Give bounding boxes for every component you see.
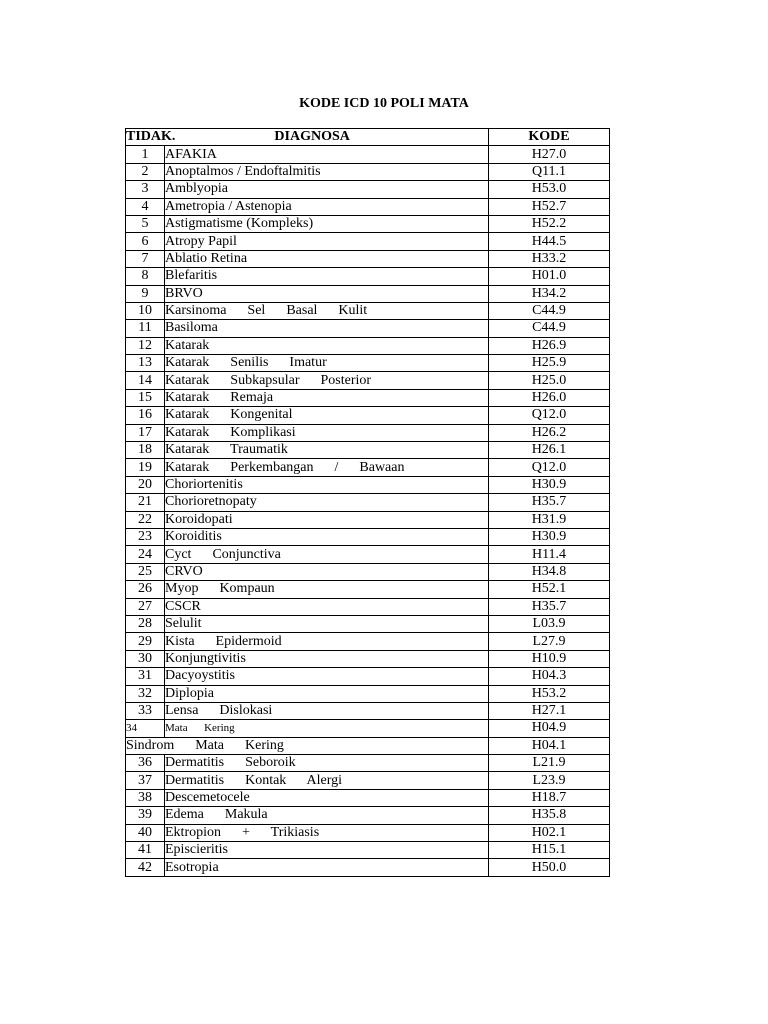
code-cell: H15.1: [489, 842, 610, 859]
table-row: [126, 442, 610, 459]
diagnosis-cell: Katarak Senilis Imatur: [165, 355, 489, 372]
code-cell: L23.9: [489, 772, 610, 789]
diagnosis-cell: Chorioretnopaty: [165, 494, 489, 511]
diagnosis-cell: Dermatitis Seboroik: [165, 755, 489, 772]
table-row: [126, 372, 610, 389]
row-number-cell: 37: [126, 772, 165, 789]
diagnosis-cell: Koroidopati: [165, 511, 489, 528]
diagnosis-cell: Dermatitis Kontak Alergi: [165, 772, 489, 789]
diagnosis-cell: Ablatio Retina: [165, 250, 489, 267]
row-number-cell: 31: [126, 668, 165, 685]
row-number-cell: 5: [126, 215, 165, 232]
diagnosis-cell: Katarak: [165, 337, 489, 354]
row-number-cell: 38: [126, 789, 165, 806]
row-number-cell: 27: [126, 598, 165, 615]
code-cell: C44.9: [489, 320, 610, 337]
table-row: [126, 563, 610, 580]
diagnosis-cell: Kista Epidermoid: [165, 633, 489, 650]
row-number-cell: 30: [126, 650, 165, 667]
row-number-cell: 14: [126, 372, 165, 389]
table-row: [126, 511, 610, 528]
table-row: [126, 615, 610, 632]
code-cell: H18.7: [489, 789, 610, 806]
table-row: [126, 581, 610, 598]
table-row: [126, 807, 610, 824]
code-cell: L03.9: [489, 615, 610, 632]
diagnosis-cell: Atropy Papil: [165, 233, 489, 250]
diagnosis-cell: Cyct Conjunctiva: [165, 546, 489, 563]
header-diagnosis: DIAGNOSA: [274, 129, 350, 145]
code-cell: H25.9: [489, 355, 610, 372]
diagnosis-cell: Astigmatisme (Kompleks): [165, 215, 489, 232]
code-cell: Q11.1: [489, 163, 610, 180]
table-row: [126, 755, 610, 772]
diagnosis-cell: Katarak Traumatik: [165, 442, 489, 459]
row-number-cell: 29: [126, 633, 165, 650]
code-cell: H10.9: [489, 650, 610, 667]
diagnosis-cell: Diplopia: [165, 685, 489, 702]
code-cell: H34.2: [489, 285, 610, 302]
code-cell: H44.5: [489, 233, 610, 250]
row-number-cell: 16: [126, 407, 165, 424]
row-number-cell: 10: [126, 302, 165, 319]
table-row: [126, 528, 610, 545]
table-row: [126, 842, 610, 859]
table-header-row: [126, 129, 610, 146]
code-cell: H26.2: [489, 424, 610, 441]
row-number-cell: 4: [126, 198, 165, 215]
header-number: TIDAK.: [126, 129, 176, 145]
row-number-cell: 9: [126, 285, 165, 302]
table-row: [126, 320, 610, 337]
diagnosis-cell: Dacyoystitis: [165, 668, 489, 685]
table-row: [126, 198, 610, 215]
icd-code-table: [125, 128, 610, 877]
diagnosis-cell: Ektropion + Trikiasis: [165, 824, 489, 841]
table-row: [126, 389, 610, 406]
row-number-cell: 41: [126, 842, 165, 859]
code-cell: H04.9: [489, 720, 610, 737]
diagnosis-cell: Descemetocele: [165, 789, 489, 806]
table-row: [126, 407, 610, 424]
code-cell: H11.4: [489, 546, 610, 563]
code-cell: H35.7: [489, 598, 610, 615]
code-cell: H35.8: [489, 807, 610, 824]
row-number-cell: 23: [126, 528, 165, 545]
code-cell: Q12.0: [489, 459, 610, 476]
diagnosis-cell: Katarak Remaja: [165, 389, 489, 406]
table-row: [126, 633, 610, 650]
row-number-cell: 17: [126, 424, 165, 441]
diagnosis-cell: Mata Kering: [165, 720, 489, 737]
row-number-cell: 28: [126, 615, 165, 632]
table-row: [126, 233, 610, 250]
code-cell: H26.1: [489, 442, 610, 459]
diagnosis-cell: Edema Makula: [165, 807, 489, 824]
row-number-cell: 3: [126, 181, 165, 198]
diagnosis-cell: Lensa Dislokasi: [165, 702, 489, 719]
table-row: [126, 789, 610, 806]
row-number-cell: 11: [126, 320, 165, 337]
code-cell: H30.9: [489, 476, 610, 493]
row-number-cell: 12: [126, 337, 165, 354]
diagnosis-cell: Esotropia: [165, 859, 489, 876]
row-number-cell: 6: [126, 233, 165, 250]
row-number-cell: 36: [126, 755, 165, 772]
code-cell: H53.2: [489, 685, 610, 702]
header-cell-number-diagnosis: [126, 129, 489, 146]
code-cell: H02.1: [489, 824, 610, 841]
diagnosis-cell: Koroiditis: [165, 528, 489, 545]
table-row: [126, 337, 610, 354]
table-row: [126, 250, 610, 267]
table-row: [126, 146, 610, 163]
diagnosis-cell: Myop Kompaun: [165, 581, 489, 598]
table-row: [126, 650, 610, 667]
row-number-cell: 25: [126, 563, 165, 580]
table-row: [126, 268, 610, 285]
diagnosis-cell: Anoptalmos / Endoftalmitis: [165, 163, 489, 180]
diagnosis-cell: Amblyopia: [165, 181, 489, 198]
row-number-cell: 40: [126, 824, 165, 841]
row-number-cell: 26: [126, 581, 165, 598]
table-row: [126, 494, 610, 511]
code-cell: H30.9: [489, 528, 610, 545]
code-cell: Q12.0: [489, 407, 610, 424]
code-cell: H26.0: [489, 389, 610, 406]
diagnosis-cell: Konjungtivitis: [165, 650, 489, 667]
row-number-cell: 8: [126, 268, 165, 285]
row-number-cell: 20: [126, 476, 165, 493]
diagnosis-cell: Selulit: [165, 615, 489, 632]
code-cell: H26.9: [489, 337, 610, 354]
code-cell: L21.9: [489, 755, 610, 772]
row-number-cell: 34: [126, 720, 165, 737]
table-row: [126, 424, 610, 441]
table-row: [126, 163, 610, 180]
table-row: [126, 355, 610, 372]
row-number-cell: 33: [126, 702, 165, 719]
diagnosis-cell: Katarak Kongenital: [165, 407, 489, 424]
table-row: [126, 598, 610, 615]
diagnosis-cell: Blefaritis: [165, 268, 489, 285]
row-number-cell: 2: [126, 163, 165, 180]
row-number-cell: 7: [126, 250, 165, 267]
row-number-cell: 15: [126, 389, 165, 406]
table-row: [126, 668, 610, 685]
row-number-cell: 13: [126, 355, 165, 372]
table-row: [126, 737, 610, 754]
diagnosis-cell: Basiloma: [165, 320, 489, 337]
code-cell: C44.9: [489, 302, 610, 319]
table-row: [126, 772, 610, 789]
diagnosis-cell: Sindrom Mata Kering: [126, 737, 489, 754]
code-cell: L27.9: [489, 633, 610, 650]
code-cell: H34.8: [489, 563, 610, 580]
table-row: [126, 476, 610, 493]
row-number-cell: 22: [126, 511, 165, 528]
diagnosis-cell: Episcieritis: [165, 842, 489, 859]
table-row: [126, 215, 610, 232]
code-cell: H52.2: [489, 215, 610, 232]
table-row: [126, 720, 610, 737]
table-row: [126, 685, 610, 702]
code-cell: H25.0: [489, 372, 610, 389]
row-number-cell: 24: [126, 546, 165, 563]
row-number-cell: 18: [126, 442, 165, 459]
row-number-cell: 1: [126, 146, 165, 163]
row-number-cell: 19: [126, 459, 165, 476]
row-number-cell: 32: [126, 685, 165, 702]
table-row: [126, 859, 610, 876]
code-cell: H52.1: [489, 581, 610, 598]
document-title: KODE ICD 10 POLI MATA: [299, 96, 469, 111]
row-number-cell: 42: [126, 859, 165, 876]
diagnosis-cell: Ametropia / Astenopia: [165, 198, 489, 215]
table-row: [126, 459, 610, 476]
code-cell: H31.9: [489, 511, 610, 528]
table-body: [126, 146, 610, 876]
code-cell: H35.7: [489, 494, 610, 511]
row-number-cell: 21: [126, 494, 165, 511]
diagnosis-cell: AFAKIA: [165, 146, 489, 163]
code-cell: H04.3: [489, 668, 610, 685]
code-cell: H50.0: [489, 859, 610, 876]
diagnosis-cell: Katarak Komplikasi: [165, 424, 489, 441]
table-row: [126, 285, 610, 302]
table-row: [126, 546, 610, 563]
code-cell: H52.7: [489, 198, 610, 215]
diagnosis-cell: CRVO: [165, 563, 489, 580]
diagnosis-cell: Choriortenitis: [165, 476, 489, 493]
row-number-cell: 39: [126, 807, 165, 824]
table-row: [126, 302, 610, 319]
diagnosis-cell: CSCR: [165, 598, 489, 615]
diagnosis-cell: Karsinoma Sel Basal Kulit: [165, 302, 489, 319]
header-code: KODE: [489, 129, 610, 146]
diagnosis-cell: BRVO: [165, 285, 489, 302]
diagnosis-cell: Katarak Perkembangan / Bawaan: [165, 459, 489, 476]
diagnosis-cell: Katarak Subkapsular Posterior: [165, 372, 489, 389]
code-cell: H01.0: [489, 268, 610, 285]
table-row: [126, 824, 610, 841]
table-row: [126, 702, 610, 719]
code-cell: H53.0: [489, 181, 610, 198]
code-cell: H27.1: [489, 702, 610, 719]
code-cell: H27.0: [489, 146, 610, 163]
code-cell: H33.2: [489, 250, 610, 267]
code-cell: H04.1: [489, 737, 610, 754]
table-row: [126, 181, 610, 198]
